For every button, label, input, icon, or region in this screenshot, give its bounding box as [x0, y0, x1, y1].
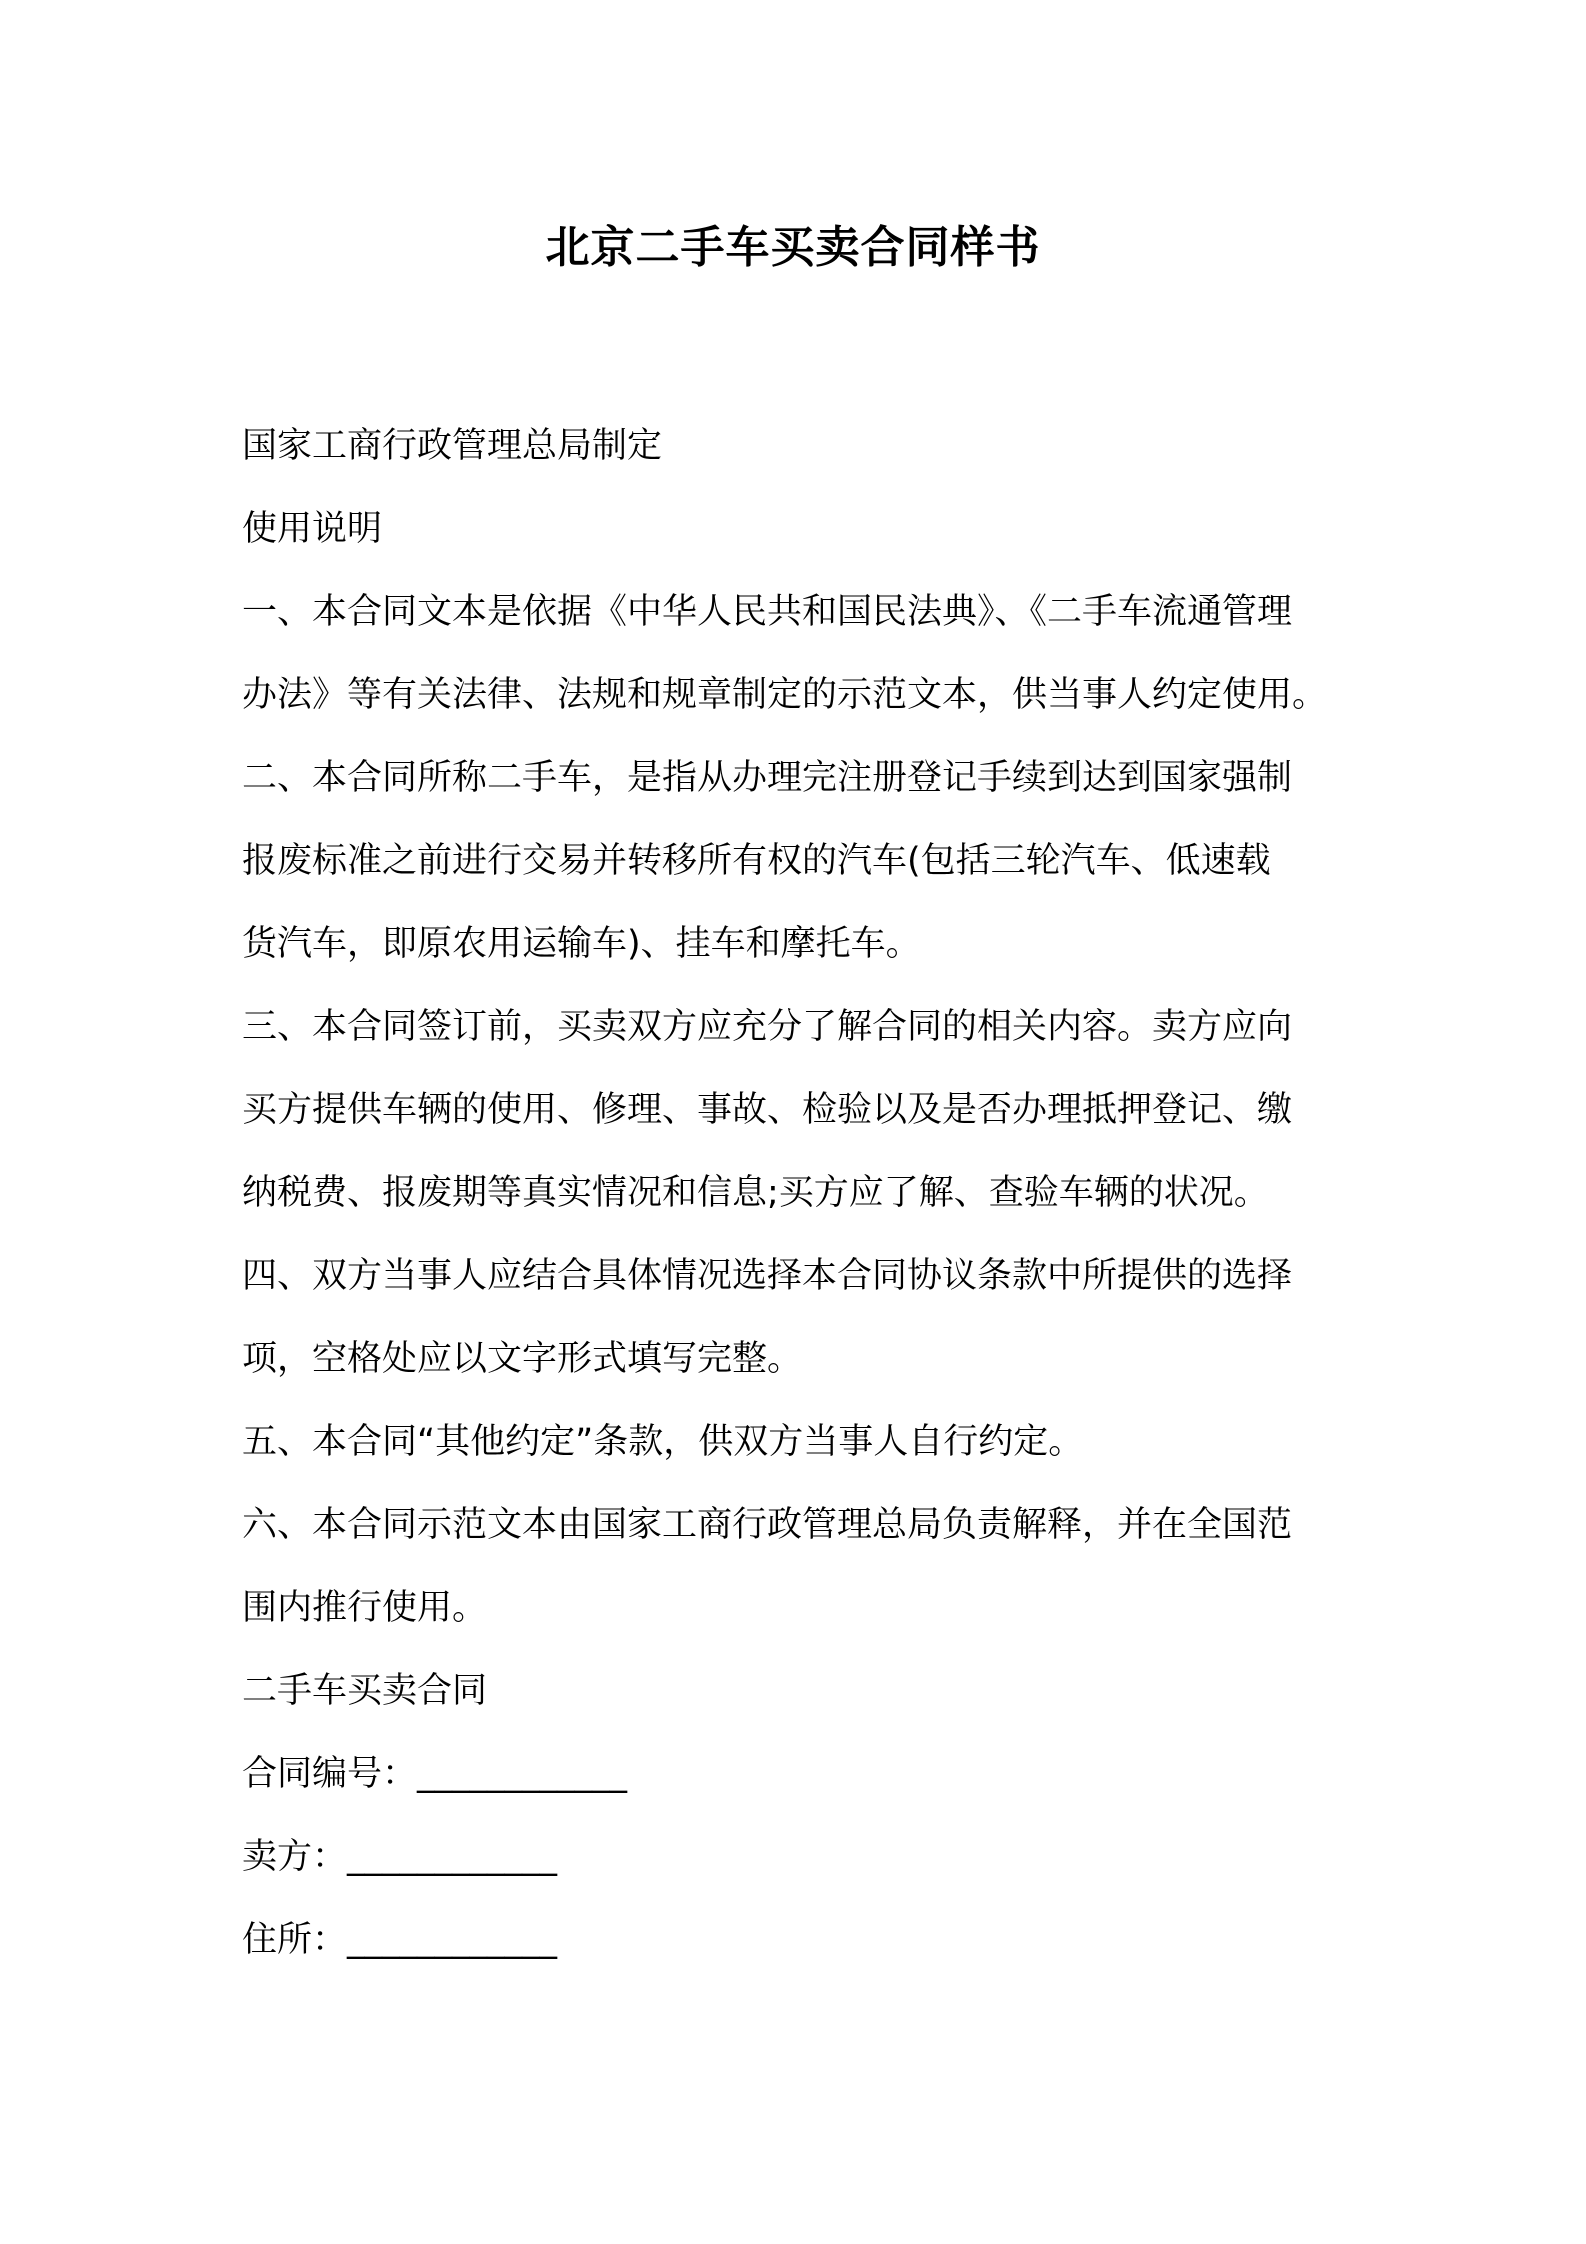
- paragraph-line: 办法》等有关法律、法规和规章制定的示范文本，供当事人约定使用。: [242, 675, 1328, 715]
- paragraph-line: 报废标准之前进行交易并转移所有权的汽车(包括三轮汽车、低速载: [242, 841, 1271, 881]
- paragraph-line: 货汽车，即原农用运输车)、挂车和摩托车。: [242, 924, 921, 964]
- paragraph-line: 二、本合同所称二手车，是指从办理完注册登记手续到达到国家强制: [242, 758, 1293, 798]
- paragraph-line: 项，空格处应以文字形式填写完整。: [242, 1339, 803, 1379]
- paragraph-line: 六、本合同示范文本由国家工商行政管理总局负责解释，并在全国范: [242, 1505, 1293, 1545]
- paragraph-line: 一、本合同文本是依据《中华人民共和国民法典》、《二手车流通管理: [242, 592, 1293, 632]
- paragraph-line: 买方提供车辆的使用、修理、事故、检验以及是否办理抵押登记、缴: [242, 1090, 1293, 1130]
- paragraph-line: 五、本合同“其他约定”条款，供双方当事人自行约定。: [242, 1422, 1084, 1462]
- document-body: [242, 405, 1362, 1982]
- paragraph-line: 纳税费、报废期等真实情况和信息;买方应了解、查验车辆的状况。: [242, 1173, 1269, 1213]
- contract-heading: 二手车买卖合同: [242, 1671, 488, 1711]
- seller-field: 卖方：____________: [242, 1837, 558, 1877]
- issuer-line: 国家工商行政管理总局制定: [242, 426, 663, 466]
- document-title: 北京二手车买卖合同样书: [545, 222, 1041, 273]
- contract-number-field: 合同编号：____________: [242, 1754, 628, 1794]
- usage-heading: 使用说明: [242, 509, 383, 549]
- paragraph-line: 四、双方当事人应结合具体情况选择本合同协议条款中所提供的选择: [242, 1256, 1293, 1296]
- address-field: 住所：____________: [242, 1920, 558, 1960]
- paragraph-line: 三、本合同签订前，买卖双方应充分了解合同的相关内容。卖方应向: [242, 1007, 1293, 1047]
- paragraph-line: 围内推行使用。: [242, 1588, 488, 1628]
